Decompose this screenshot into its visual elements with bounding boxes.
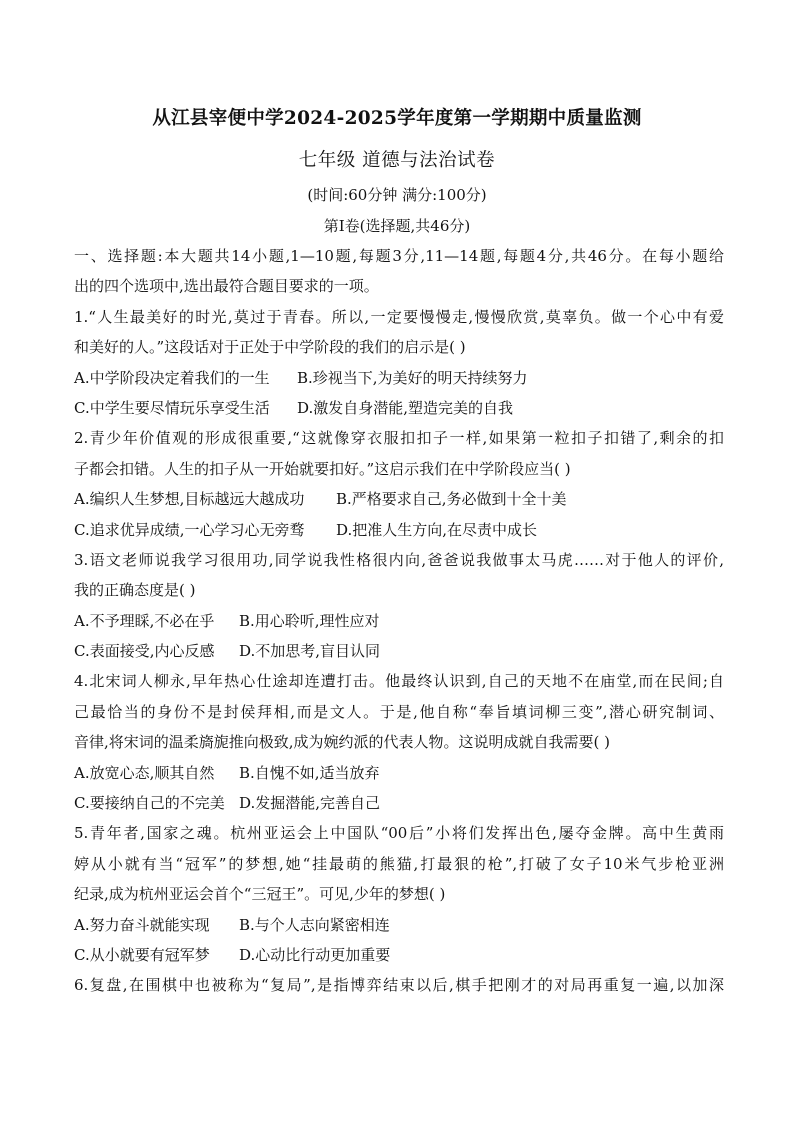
option-c[interactable]: C.表面接受,内心反感 (74, 642, 215, 661)
option-b[interactable]: B.与个人志向紧密相连 (239, 915, 390, 934)
question-4-options-row (74, 788, 724, 818)
exam-subtitle: 七年级 道德与法治试卷 (298, 150, 496, 171)
question-3-options-row (74, 636, 724, 666)
instruction-line: 一、选择题:本大题共14小题,1—10题,每题3分,11—14题,每题4分,共46分。在每小题给 (74, 247, 724, 265)
question-6-stem-line: 6.复盘,在围棋中也被称为“复局”,是指博弈结束以后,棋手把刚才的对局再重复一遍,以加深 (74, 976, 724, 995)
question-1-options-row (74, 393, 724, 423)
option-c[interactable]: C.追求优异成绩,一心学习心无旁骛 (74, 520, 305, 539)
option-c[interactable]: C.要接纳自己的不完美 (74, 794, 225, 813)
question-5-stem-line: 纪录,成为杭州亚运会首个“三冠王”。可见,少年的梦想( ) (74, 885, 446, 904)
question-4-stem-line: 音律,将宋词的温柔旖旎推向极致,成为婉约派的代表人物。这说明成就自我需要( ) (74, 733, 611, 752)
question-5-stem-line: 5.青年者,国家之魂。杭州亚运会上中国队“00后”小将们发挥出色,屡夺金牌。高中生黄雨 (74, 824, 724, 843)
option-b[interactable]: B.严格要求自己,务必做到十全十美 (336, 490, 567, 509)
question-4-stem-line: 己最恰当的身份不是封侯拜相,而是文人。于是,他自称“奉旨填词柳三变”,潜心研究制词、 (74, 702, 724, 721)
question-4-stem-line: 4.北宋词人柳永,早年热心仕途却连遭打击。他最终认识到,自己的天地不在庙堂,而在民间;自 (74, 672, 724, 691)
option-a[interactable]: A.编织人生梦想,目标越远大越成功 (74, 490, 305, 509)
question-2-stem-line: 子都会扣错。人生的扣子从一开始就要扣好。”这启示我们在中学阶段应当( ) (74, 459, 571, 478)
question-5-options-row (74, 940, 724, 970)
question-4-options-row (74, 758, 724, 788)
question-2-options-row (74, 515, 724, 545)
option-a[interactable]: A.放宽心态,顺其自然 (74, 763, 215, 782)
question-1-options-row (74, 363, 724, 393)
option-d[interactable]: D.把准人生方向,在尽责中成长 (336, 520, 538, 539)
exam-time-score: (时间:60分钟 满分:100分) (307, 186, 487, 204)
option-c[interactable]: C.从小就要有冠军梦 (74, 945, 210, 964)
option-d[interactable]: D.激发自身潜能,塑造完美的自我 (297, 398, 514, 417)
option-a[interactable]: A.不予理睬,不必在乎 (74, 611, 215, 630)
exam-title: 从江县宰便中学2024-2025学年度第一学期期中质量监测 (152, 108, 642, 129)
question-2-stem-line: 2.青少年价值观的形成很重要,“这就像穿衣服扣扣子一样,如果第一粒扣子扣错了,剩余的扣 (74, 429, 724, 448)
option-a[interactable]: A.努力奋斗就能实现 (74, 915, 210, 934)
question-3-stem-line: 3.语文老师说我学习很用功,同学说我性格很内向,爸爸说我做事太马虎……对于他人的评价, (74, 550, 724, 569)
option-c[interactable]: C.中学生要尽情玩乐享受生活 (74, 398, 270, 417)
option-a[interactable]: A.中学阶段决定着我们的一生 (74, 368, 270, 387)
option-d[interactable]: D.不加思考,盲目认同 (239, 642, 381, 661)
exam-body (74, 241, 724, 1001)
question-3-stem-line: 我的正确态度是( ) (74, 581, 196, 600)
question-3-options-row (74, 606, 724, 636)
option-b[interactable]: B.用心聆听,理性应对 (239, 611, 380, 630)
option-b[interactable]: B.自愧不如,适当放弃 (239, 763, 380, 782)
question-1-stem-line: 1.“人生最美好的时光,莫过于青春。所以,一定要慢慢走,慢慢欣赏,莫辜负。做一个心中有爱 (74, 307, 724, 326)
question-5-stem-line: 婷从小就有当“冠军”的梦想,她“挂最萌的熊猫,打最狠的枪”,打破了女子10米气步枪亚洲 (74, 854, 724, 873)
instruction-line: 出的四个选项中,选出最符合题目要求的一项。 (74, 277, 379, 296)
section-heading: 第Ⅰ卷(选择题,共46分) (323, 217, 471, 235)
question-2-options-row (74, 484, 724, 514)
option-d[interactable]: D.发掘潜能,完善自己 (239, 794, 381, 813)
question-1-stem-line: 和美好的人。”这段话对于正处于中学阶段的我们的启示是( ) (74, 338, 466, 357)
question-5-options-row (74, 910, 724, 940)
option-b[interactable]: B.珍视当下,为美好的明天持续努力 (297, 368, 528, 387)
option-d[interactable]: D.心动比行动更加重要 (239, 945, 391, 964)
